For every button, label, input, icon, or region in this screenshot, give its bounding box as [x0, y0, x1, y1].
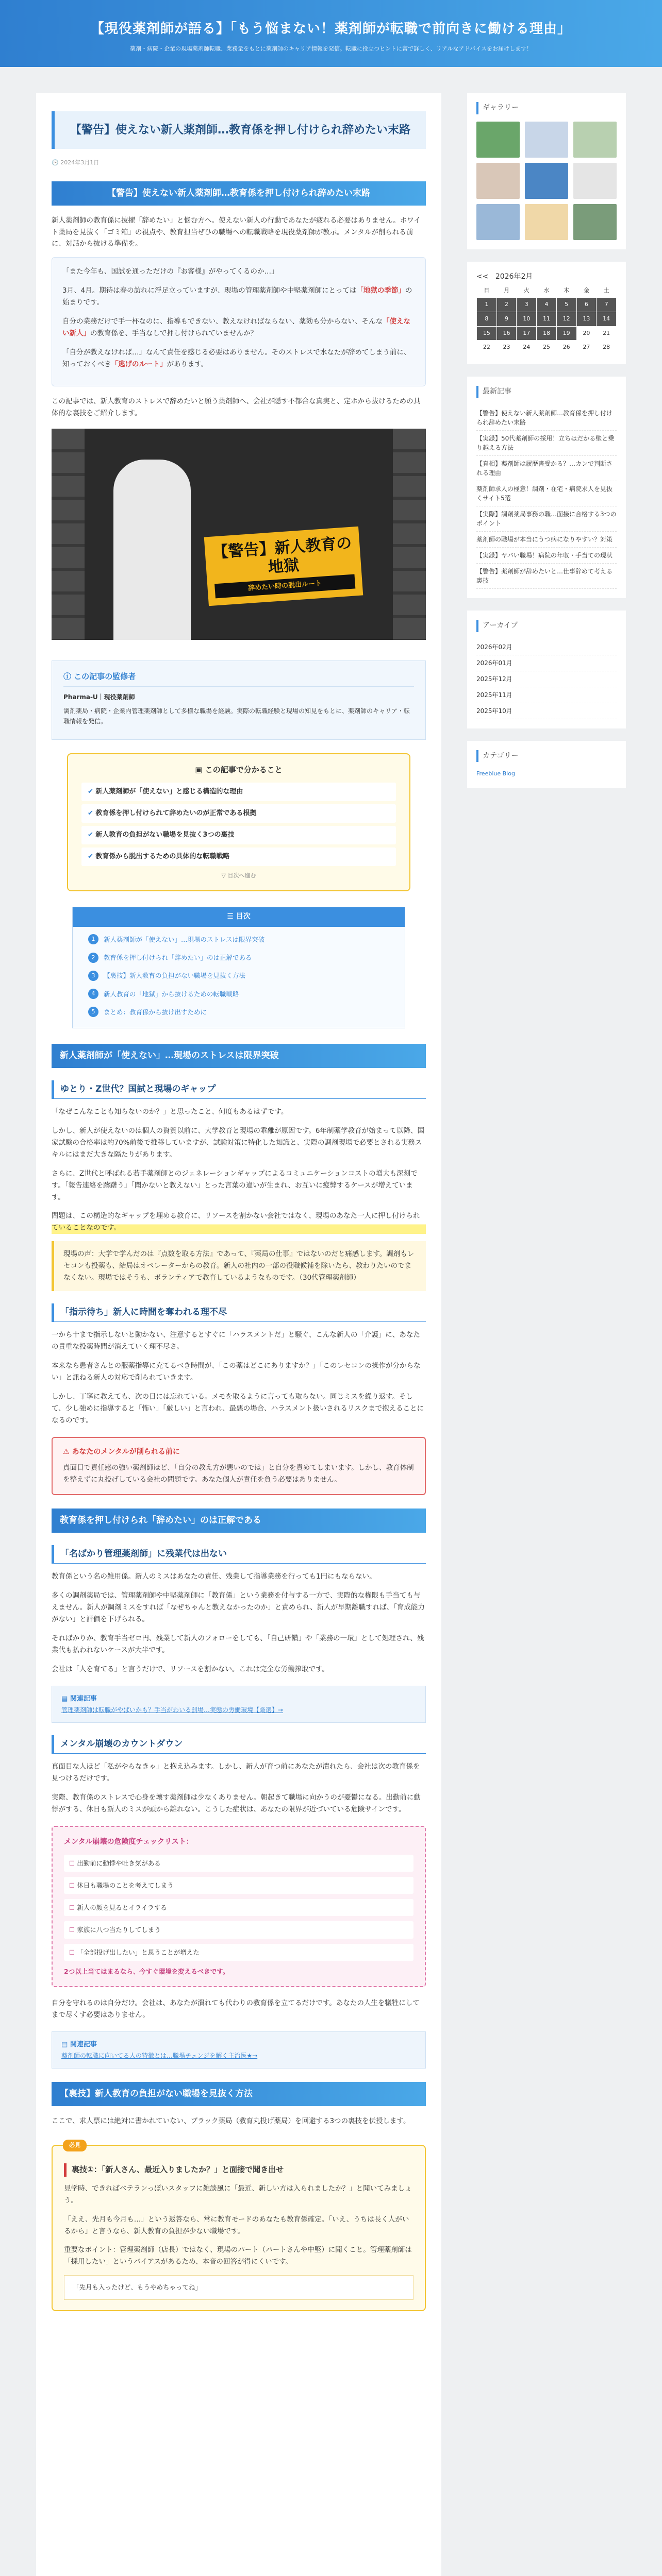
calendar-day[interactable]: 2	[496, 298, 517, 312]
gallery-thumbnail[interactable]	[525, 204, 568, 240]
calendar-table	[476, 283, 617, 355]
calendar-day[interactable]: 4	[537, 298, 557, 312]
paragraph: 実際、教育係のストレスで心身を壊す薬剤師は少なくありません。朝起きて職場に向かうのが憂鬱になる。出勤前に動悸がする、休日も新人のミスが頭から離れない。こうした症状は、あなたの限界が近づいている危険サインです。	[52, 1793, 421, 1814]
site-title[interactable]: 【現役薬剤師が語る】「もう悩まない！薬剤師が転職で前向きに働ける理由」	[90, 21, 571, 37]
calendar-day[interactable]: 1	[477, 298, 497, 312]
intro-paragraph-2: この記事では、新人教育のストレスで辞めたいと願う薬剤師へ、会社が隠す不都合な真実と、定ホから抜けるための具体的な裏技をご紹介します。	[52, 397, 421, 417]
archive-widget	[467, 611, 626, 728]
calendar-day[interactable]: 8	[477, 312, 497, 326]
related-article-box	[52, 1686, 426, 1723]
calendar-day[interactable]: 6	[576, 298, 597, 312]
section-heading-tips: 【裏技】新人教育の負担がない職場を見抜く方法	[52, 2082, 426, 2106]
recent-post-link[interactable]: 薬剤師求人の極意！調剤・在宅・病院求人を見抜くサイト5選	[476, 481, 617, 506]
calendar-month: 2026年2月	[495, 272, 533, 281]
tip-tag: 必見	[63, 2140, 87, 2151]
calendar-day[interactable]: 22	[477, 341, 497, 355]
toc-item[interactable]: 3 【裏技】新人教育の負担がない職場を見抜く方法	[88, 970, 389, 981]
toc-title: ☰ 目次	[73, 907, 405, 927]
sidebar	[467, 93, 626, 801]
toc-item[interactable]: 1 新人薬剤師が「使えない」…現場のストレスは限界突破	[88, 934, 389, 945]
supervisor-name: Pharma-U｜現役薬剤師	[63, 693, 135, 701]
calendar-day[interactable]: 18	[537, 326, 557, 341]
toc-item[interactable]: 5 まとめ：教育係から抜け出すために	[88, 1007, 389, 1018]
category-widget	[467, 741, 626, 788]
section-heading-quit: 教育係を押し付けられ「辞めたい」のは正解である	[52, 1509, 426, 1533]
archive-link[interactable]: 2025年12月	[476, 671, 617, 687]
recent-post-link[interactable]: 【実録】50代薬剤師の採用！立ちはだかる壁と乗り越える方法	[476, 431, 617, 456]
gallery-thumbnail[interactable]	[573, 163, 617, 199]
learn-box	[67, 753, 410, 892]
checklist-item[interactable]: ☐ 新人の顔を見るとイライラする	[64, 1899, 413, 1916]
calendar-weekday: 木	[556, 283, 576, 298]
paragraph: 「なぜこんなことも知らないのか？」と思ったこと、何度もあるはずです。	[52, 1107, 288, 1116]
tip-paragraph: 見学時、できればベテランっぽいスタッフに雑談風に「最近、新しい方は入られましたか？」と聞いてみましょう。	[64, 2184, 412, 2205]
paragraph: そればかりか、教育手当ゼロ円、残業して新人のフォローをしても、「自己研鑽」や「業務の一環」として処理され、残業代も払われないケースが大半です。	[52, 1634, 424, 1654]
calendar-prev[interactable]: <<	[476, 272, 489, 281]
paragraph: 会社は「人を育てる」と言うだけで、リソースを割かない。これは完全な労働搾取です。	[52, 1665, 329, 1673]
bubble-line-1: 「また今年も、国試を通っただけの『お客様』がやってくるのか…」	[62, 267, 278, 276]
gallery-thumbnail[interactable]	[573, 122, 617, 158]
gallery-thumbnail[interactable]	[476, 122, 520, 158]
paragraph: さらに、Z世代と呼ばれる若手薬剤師とのジェネレーションギャップによるコミュニケーションコストの増大も深刻です。「報告連絡を躊躇う」「聞かないと教えない」とった言葉の違いが生まれ、お互いに疲弊するケースが増えています。	[52, 1169, 418, 1201]
calendar-weekday: 水	[537, 283, 557, 298]
learn-item: ✔ 教育係から脱出するための具体的な転職戦略	[81, 848, 396, 866]
calendar-day[interactable]: 9	[496, 312, 517, 326]
calendar-weekday: 日	[477, 283, 497, 298]
calendar-day[interactable]: 12	[556, 312, 576, 326]
checklist-box	[52, 1826, 426, 1987]
related-title: ▤ 関連記事	[61, 2040, 97, 2048]
recent-posts-widget	[467, 377, 626, 598]
site-header	[0, 0, 662, 67]
recent-post-link[interactable]: 【実録】ヤバい職場！病院の年収・手当ての現状	[476, 548, 617, 564]
warning-box	[52, 1437, 426, 1496]
paragraph: しかし、丁寧に教えても、次の日には忘れている。メモを取るように言っても取らない。同じミスを繰り返す。そして、少し強めに指導すると「怖い」「厳しい」と言われ、最悪の場合、ハラスメント扱いされるリスクまで抱えることになるのです。	[52, 1392, 424, 1425]
calendar-day[interactable]: 19	[556, 326, 576, 341]
tip-paragraph: 「ええ、先月も今月も…」という返答なら、常に教育モードのあなたも教育係確定。「いえ、うちは長く人がいるから」と言うなら、新人教育の負担が少ない職場です。	[64, 2215, 409, 2235]
intro-paragraph: 新人薬剤師の教育係に抜擢「辞めたい」と悩む方へ。使えない新人の行動であなたが疲れる必要はありません。ホワイト薬局を見抜く「ゴミ箱」の視点や、教育担当ぜひの職場への転職戦略を現役薬剤師が教示。メンタルが削られる前に、対話から抜ける準備を。	[52, 216, 421, 248]
tip-title: 裏技①：「新人さん、最近入りましたか？」と面接で聞き出せ	[64, 2163, 413, 2177]
calendar-day[interactable]: 26	[556, 341, 576, 355]
gallery-thumbnail[interactable]	[525, 163, 568, 199]
tip-box	[52, 2142, 426, 2311]
paragraph: 真面目な人ほど「私がやらなきゃ」と抱え込みます。しかし、新人が育つ前にあなたが潰れたら、会社は次の教育係を見つけるだけです。	[52, 1762, 420, 1783]
calendar-day[interactable]: 13	[576, 312, 597, 326]
post-date-text: 2024年3月1日	[60, 159, 100, 166]
calendar-day[interactable]: 17	[517, 326, 537, 341]
checklist-item[interactable]: ☐ 出勤前に動悸や吐き気がある	[64, 1855, 413, 1872]
calendar-day[interactable]: 5	[556, 298, 576, 312]
paragraph: 多くの調剤薬局では、管理薬剤師や中堅薬剤師に「教育係」という業務を付与する一方で、実際的な権限も手当ても与えません。新人が調剤ミスをすれば「なぜちゃんと教えなかったのか」と責められ、新人が早期離職すれば、「育成能力がない」と評価を下げられる。	[52, 1591, 425, 1623]
recent-post-link[interactable]: 【実際】調剤薬局事務の職…面接に合格する3つのポイント	[476, 506, 617, 532]
learn-item: ✔ 新人薬剤師が「使えない」と感じる構造的な理由	[81, 783, 396, 801]
recent-post-link[interactable]: 薬剤師の職場が本当にうつ病になりやすい？対策	[476, 532, 617, 548]
gallery-thumbnail[interactable]	[573, 204, 617, 240]
checklist-item[interactable]: ☐ 家族に八つ当たりしてしまう	[64, 1921, 413, 1938]
tip-paragraph: 重要なポイント：管理薬剤師（店長）ではなく、現場のパート（パートさんや中堅）に聞くこと。管理薬剤師は「採用したい」というバイアスがあるため、本音の回答が得にくいです。	[64, 2246, 412, 2266]
calendar-weekday: 金	[576, 283, 597, 298]
calendar-weekday: 火	[517, 283, 537, 298]
calendar-day[interactable]: 14	[597, 312, 617, 326]
calendar-weekday: 土	[597, 283, 617, 298]
learn-title: ▣ この記事で分かること	[195, 765, 283, 774]
bubble-line-4: 「自分が教えなければ…」なんて責任を感じる必要はありません。そのストレスで水なたが辞めてしまう前に、知っておくべき「逃げのルート」があります。	[62, 348, 411, 369]
table-of-contents	[72, 907, 405, 1028]
recent-post-link[interactable]: 【真相】薬剤師は履歴書受かる？…カンで判断される理由	[476, 456, 617, 481]
category-title: カテゴリー	[476, 750, 617, 762]
archive-link[interactable]: 2025年11月	[476, 687, 617, 703]
archive-link[interactable]: 2026年02月	[476, 639, 617, 655]
related-link[interactable]: 管理薬剤師は転職がやばいかも？手当がわいる罰場…実態の労働環境【厳選】→	[61, 1706, 284, 1714]
supervisor-box	[52, 660, 426, 740]
gallery-thumbnail[interactable]	[476, 163, 520, 199]
article-title: 【警告】使えない新人薬剤師…教育係を押し付けられ辞めたい末路	[52, 111, 426, 149]
calendar-day[interactable]: 15	[477, 326, 497, 341]
paragraph: 自分を守れるのは自分だけ。会社は、あなたが潰れても代わりの教育係を立てるだけです。あなたの人生を犠牲にしてまで尽くす必要はありません。	[52, 1999, 420, 2019]
recent-list	[476, 405, 617, 589]
archive-link[interactable]: 2026年01月	[476, 655, 617, 671]
related-title: ▤ 関連記事	[61, 1694, 97, 1703]
related-link[interactable]: 薬剤師の転職に向いてる人の特徴とは…職場チェンジを解く主治医★→	[61, 2052, 258, 2059]
paragraph: 教育係という名の雑用係。新人のミスはあなたの責任、残業して指導業務を行っても1円にもならない。	[52, 1572, 376, 1581]
subheading-mental: メンタル崩壊のカウントダウン	[52, 1735, 426, 1754]
section-heading-stress: 新人薬剤師が「使えない」…現場のストレスは限界突破	[52, 1044, 426, 1068]
learn-note[interactable]: ▽ 目次へ進む	[221, 872, 256, 879]
article-main	[36, 93, 441, 2576]
field-voice-quote: 現場の声：大学で学んだのは『点数を取る方法』であって、『薬局の仕事』ではないのだと痛感します。調剤もレセコンも投薬も、結局はオペレーターからの教育。新人の社内の一部の役職候補を除いたら、教わりたいのでまなくない。現場ではそうも、ボランティアで教育しているようなものです。（30代管理薬剤師）	[52, 1241, 426, 1291]
gallery-title: ギャラリー	[476, 102, 617, 114]
warning-text: 真面目で責任感の強い薬剤師ほど、「自分の教え方が悪いのでは」と自分を責めてしまいます。しかし、教育体制を整えずに丸投げしている会社の問題です。あなた個人が責任を負う必要はありません。	[63, 1464, 414, 1484]
toc-item[interactable]: 2 教育係を押し付けられ「辞めたい」のは正解である	[88, 952, 389, 963]
subheading-overtime: 「名ばかり管理薬剤師」に残業代は出ない	[52, 1545, 426, 1564]
archive-link[interactable]: 2025年10月	[476, 703, 617, 719]
paragraph: しかし、新人が使えないのは個人の資質以前に、大学教育と現場の乖離が原因です。6年制薬学教育が始まって以降、国家試験の合格率は約70%前後で推移していますが、試験対策に特化した知識と、実際の調剤現場で必要とされる実務スキルにはまだ大きな隔たりがあります。	[52, 1126, 425, 1159]
checklist-footer: 2つ以上当てはまるなら、今すぐ環境を変えるべきです。	[64, 1967, 229, 1975]
gallery-widget	[467, 93, 626, 249]
calendar-day[interactable]: 24	[517, 341, 537, 355]
intro-bubble	[52, 257, 426, 386]
calendar-day[interactable]: 25	[537, 341, 557, 355]
gallery-grid	[476, 122, 617, 240]
pharmacist-figure	[113, 460, 191, 640]
related-article-box	[52, 2031, 426, 2069]
gallery-thumbnail[interactable]	[525, 122, 568, 158]
footer-credit[interactable]: Freeblue Blog	[476, 770, 515, 777]
calendar-day[interactable]: 20	[576, 326, 597, 341]
calendar-day[interactable]: 23	[496, 341, 517, 355]
gallery-thumbnail[interactable]	[476, 204, 520, 240]
bubble-line-3: 自分の業務だけで手一杯なのに、指導もできない、教えなければならない、薬効も分からない、そんな「使えない新人」の教育係を、手当なしで押し付けられていませんか？	[62, 317, 410, 338]
paragraph-highlight: 問題は、この構造的なギャップを埋める教育に、リソースを割かない会社ではなく、現場のあなた一人に押し付けられていることなのです。	[52, 1210, 426, 1234]
calendar-weekday: 月	[496, 283, 517, 298]
checklist-item[interactable]: ☐ 休日も職場のことを考えてしまう	[64, 1877, 413, 1894]
hero-caption: 【警告】新人教育の地獄 辞めたい時の脱出ルート	[204, 527, 363, 606]
calendar-day[interactable]: 28	[597, 341, 617, 355]
recent-post-link[interactable]: 【警告】薬剤師が辞めたいと…仕事辞めて考える裏技	[476, 564, 617, 589]
calendar-day[interactable]: 10	[517, 312, 537, 326]
supervisor-desc: 調剤薬局・病院・企業内管理薬剤師として多様な職場を経験。実際の転職経験と現場の知見をもとに、薬剤師のキャリア・転職情報を発信。	[63, 707, 410, 725]
checklist-item[interactable]: ☐ 「全部投げ出したい」と思うことが増えた	[64, 1944, 413, 1961]
section-heading-intro: 【警告】使えない新人薬剤師…教育係を押し付けられ辞めたい末路	[52, 181, 426, 206]
bubble-line-2: 3月、4月。期待は春の訪れに浮足立っていますが、現場の管理薬剤師や中堅薬剤師にとっては「地獄の季節」の始まりです。	[62, 286, 412, 307]
site-description: 薬剤・病院・企業の現場薬剤師転職、業務量をもとに薬剤師のキャリア情報を発信。転職に役立つヒントに富で詳しく、リアルなアドバイスをお届けします！	[129, 45, 532, 53]
calendar-day[interactable]: 3	[517, 298, 537, 312]
learn-item: ✔ 新人教育の負担がない職場を見抜く3つの裏技	[81, 826, 396, 844]
hero-image	[52, 429, 426, 640]
calendar-day[interactable]: 7	[597, 298, 617, 312]
paragraph: 一から十まで指示しないと動かない、注意するとすぐに「ハラスメントだ」と騒ぐ、こんな新人の「介護」に、あなたの貴重な投薬時間が消えていく理不尽さ。	[52, 1331, 420, 1351]
recent-title: 最新記事	[476, 386, 617, 398]
calendar-day[interactable]: 16	[496, 326, 517, 341]
recent-post-link[interactable]: 【警告】使えない新人薬剤師…教育係を押し付けられ辞めたい末路	[476, 405, 617, 431]
calendar-widget	[467, 262, 626, 364]
paragraph: 本来なら患者さんとの服薬指導に充てるべき時間が、「この薬はどこにありますか？」「このレセコンの操作が分からない」と訊ねる新人の対応で削られていきます。	[52, 1361, 421, 1382]
post-date: 🕒 2024年3月1日	[52, 159, 100, 166]
archive-list	[476, 639, 617, 719]
paragraph: ここで、求人票には絶対に書かれていない、ブラック薬局（教育丸投げ薬局）を回避する3つの裏技を伝授します。	[52, 2117, 410, 2126]
calendar-day[interactable]: 11	[537, 312, 557, 326]
calendar-caption	[476, 271, 617, 283]
warning-title: ⚠ あなたのメンタルが削られる前に	[63, 1447, 180, 1456]
tip-example: 「先月も入ったけど、もうやめちゃってね」	[64, 2275, 413, 2299]
calendar-day[interactable]: 21	[597, 326, 617, 341]
calendar-day[interactable]: 27	[576, 341, 597, 355]
subheading-gap: ゆとり・Z世代？国試と現場のギャップ	[52, 1080, 426, 1099]
supervisor-title: ⓘ この記事の監修者	[63, 670, 414, 687]
subheading-waiting: 「指示待ち」新人に時間を奪われる理不尽	[52, 1303, 426, 1322]
checklist-title: メンタル崩壊の危険度チェックリスト：	[64, 1837, 193, 1846]
learn-item: ✔ 教育係を押し付けられて辞めたいのが正常である根拠	[81, 804, 396, 823]
archive-title: アーカイブ	[476, 620, 617, 632]
toc-item[interactable]: 4 新人教育の「地獄」から抜けるための転職戦略	[88, 989, 389, 999]
